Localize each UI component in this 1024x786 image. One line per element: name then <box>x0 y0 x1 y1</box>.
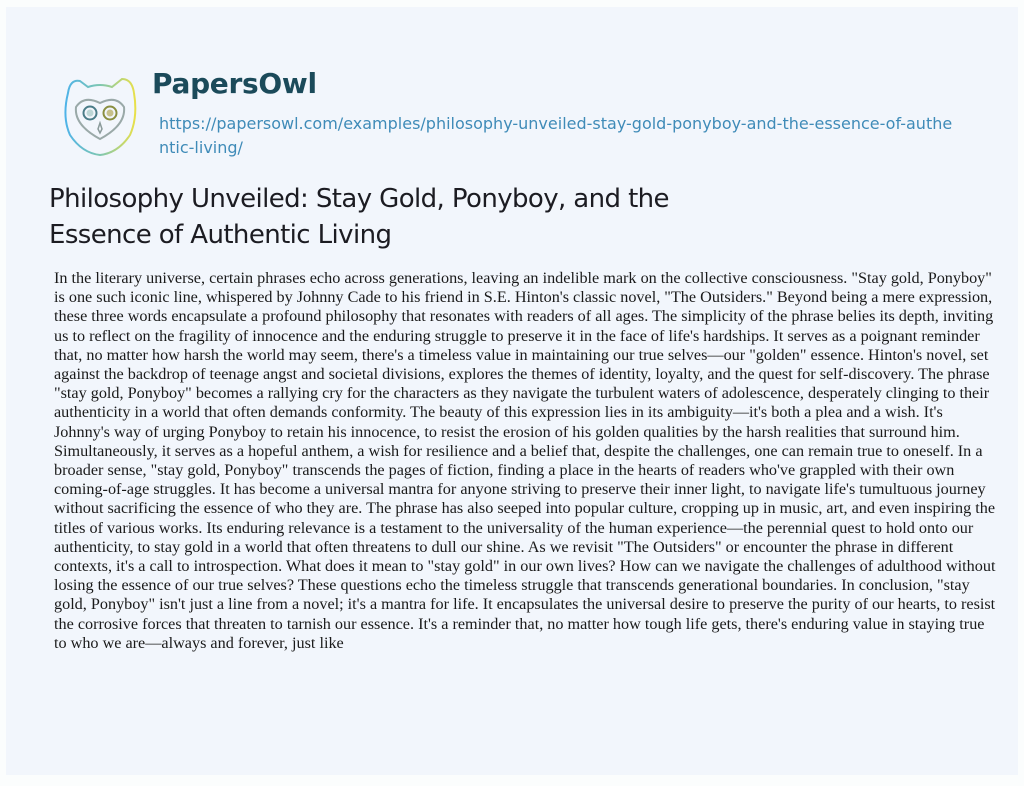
owl-icon <box>58 73 142 159</box>
source-url-link[interactable]: https://papersowl.com/examples/philosophy-unveiled-stay-gold-ponyboy-and-the-essence-of-authentic-living/ <box>159 114 953 157</box>
document-page <box>6 7 1018 775</box>
essay-body: In the literary universe, certain phrases echo across generations, leaving an indelible mark on the collective consciousness. "Stay gold, Ponyboy" is one such iconic line, whispered by Johnny Cade to his friend in S.E. Hinton's classic novel, "The Outsiders." Beyond being a mere expression, these three words encapsulate a profound philosophy that resonates with readers of all ages. The simplicity of the phrase belies its depth, inviting us to reflect on the fragility of innocence and the enduring struggle to preserve it in the face of life's hardships. It serves as a poignant reminder that, no matter how harsh the world may seem, there's a timeless value in maintaining our true selves—our "golden" essence. Hinton's novel, set against the backdrop of teenage angst and societal divisions, explores the themes of identity, loyalty, and the quest for self-discovery. The phrase "stay gold, Ponyboy" becomes a rallying cry for the characters as they navigate the turbulent waters of adolescence, desperately clinging to their authenticity in a world that often demands conformity. The beauty of this expression lies in its ambiguity—it's both a plea and a wish. It's Johnny's way of urging Ponyboy to retain his innocence, to resist the erosion of his golden qualities by the harsh realities that surround him. Simultaneously, it serves as a hopeful anthem, a wish for resilience and a belief that, despite the challenges, one can remain true to oneself. In a broader sense, "stay gold, Ponyboy" transcends the pages of fiction, finding a place in the hearts of readers who've grappled with their own coming-of-age struggles. It has become a universal mantra for anyone striving to preserve their inner light, to navigate life's tumultuous journey without sacrificing the essence of who they are. The phrase has also seeped into popular culture, cropping up in music, art, and even inspiring the titles of various works. Its enduring relevance is a testament to the universality of the human experience—the perennial quest to hold onto our authenticity, to stay gold in a world that often threatens to dull our shine. As we revisit "The Outsiders" or encounter the phrase in different contexts, it's a call to introspection. What does it mean to "stay gold" in our own lives? How can we navigate the challenges of adulthood without losing the essence of our true selves? These questions echo the timeless struggle that transcends generational boundaries. In conclusion, "stay gold, Ponyboy" isn't just a line from a novel; it's a mantra for life. It encapsulates the universal desire to preserve the purity of our hearts, to resist the corrosive forces that threaten to tarnish our essence. It's a reminder that, no matter how tough life gets, there's enduring value in staying true to who we are—always and forever, just like <box>54 269 996 652</box>
brand-logo <box>50 65 160 165</box>
page-title: Philosophy Unveiled: Stay Gold, Ponyboy, and the Essence of Authentic Living <box>49 184 669 250</box>
brand-name: PapersOwl <box>152 67 317 100</box>
